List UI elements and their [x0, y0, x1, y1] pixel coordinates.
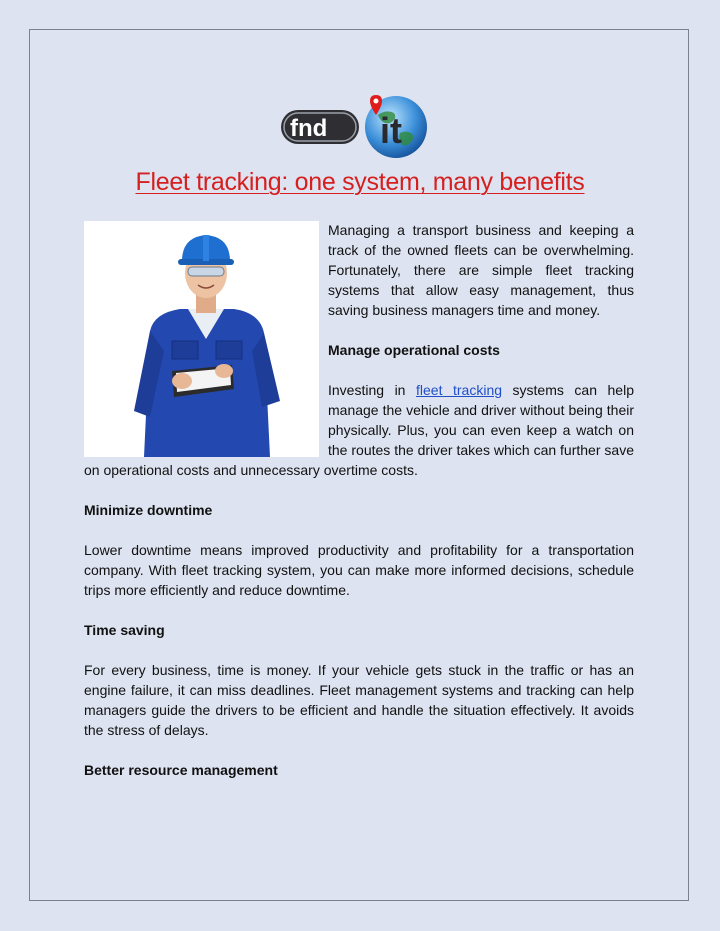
costs-text-before: Investing in	[328, 382, 416, 398]
heading-resource-management: Better resource management	[84, 762, 278, 778]
heading-manage-costs: Manage operational costs	[328, 342, 500, 358]
page-title: Fleet tracking: one system, many benefits	[135, 168, 585, 196]
costs-text-after: systems can help manage the vehicle and driver without being their physically. Plus, you can even keep a watch on the routes the driver takes which can further save on operational costs and unnecessary overtime costs.	[84, 382, 634, 478]
logo-text-it: it	[380, 110, 402, 151]
heading-minimize-downtime: Minimize downtime	[84, 502, 213, 518]
time-paragraph: For every business, time is money. If your vehicle gets stuck in the traffic or has an engine failure, it can miss deadlines. Fleet management systems and tracking can help managers guide the drivers to be efficient and handle the situation effectively. It avoids the stress of delays.	[84, 662, 634, 738]
intro-paragraph: Managing a transport business and keeping a track of the owned fleets can be overwhelming. Fortunately, there are simple fleet tracking systems that allow easy management, thus saving business managers time and money.	[328, 222, 634, 318]
fleet-tracking-link[interactable]: fleet tracking	[416, 382, 503, 398]
heading-time-saving: Time saving	[84, 622, 165, 638]
photo-spacer	[84, 220, 328, 457]
logo-text-fnd: fnd	[290, 115, 328, 142]
findit-logo	[280, 93, 438, 159]
article-body	[84, 220, 634, 800]
downtime-paragraph: Lower downtime means improved productivity and profitability for a transportation company. With fleet tracking system, you can make more informed decisions, schedule trips more efficiently and reduce downtime.	[84, 542, 634, 598]
